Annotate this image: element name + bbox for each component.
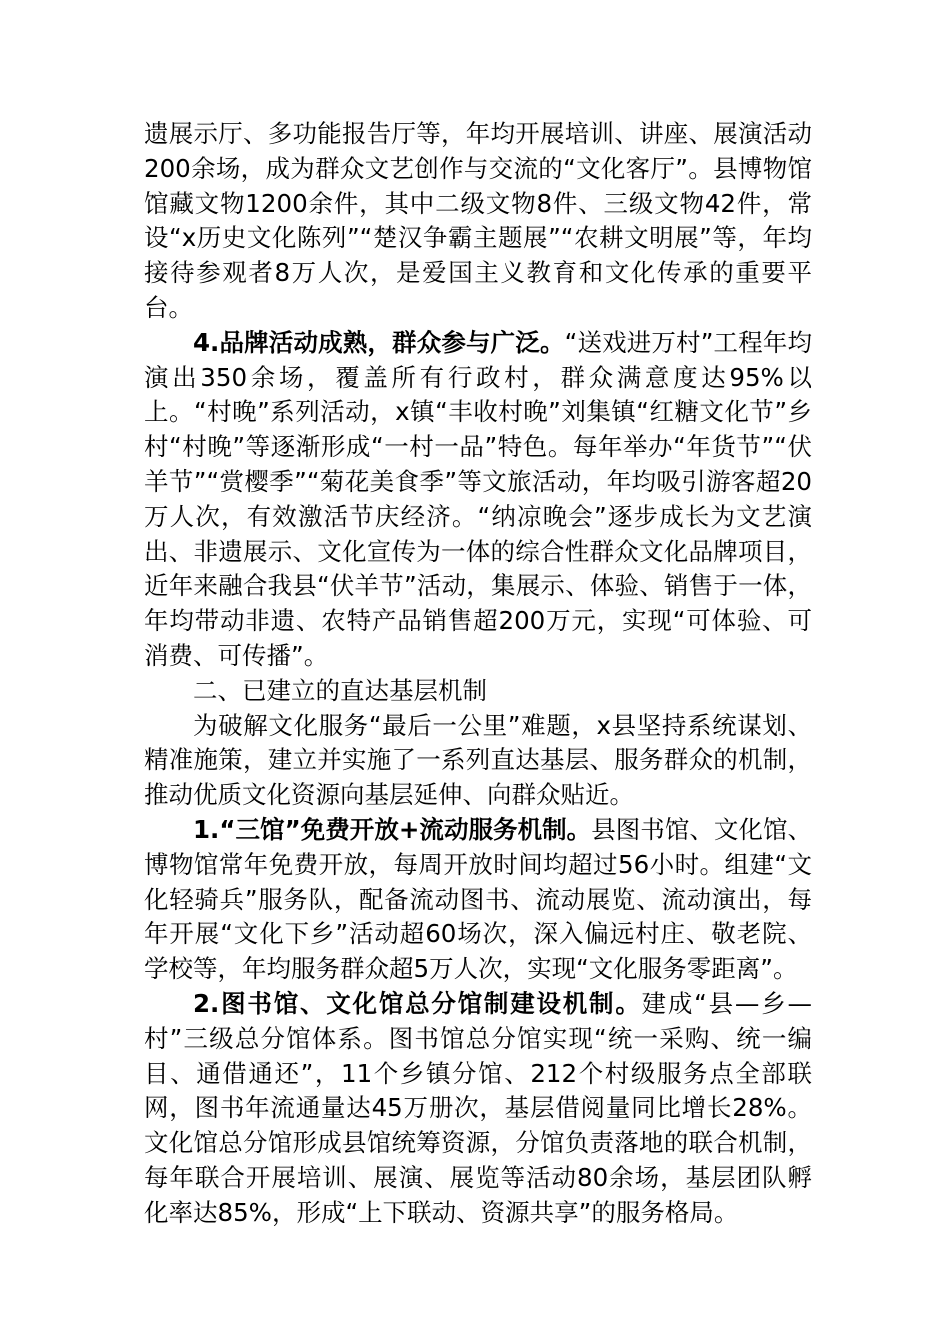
paragraph-heading: 1.“三馆”免费开放+流动服务机制。 [193, 814, 592, 844]
paragraph-heading: 2.图书馆、文化馆总分馆制建设机制。 [193, 988, 642, 1018]
paragraph-text: 建成“县—乡—村”三级总分馆体系。图书馆总分馆实现“统一采购、统一编目、通借通还”，11个乡镇分馆、212个村级服务点全部联网，图书年流通量达45万册次，基层借阅量同比增长28%。文化馆总分馆形成县馆统筹资源，分馆负责落地的联合机制，每年联合开展培训、展演、展览等活动80余场，基层团队孵化率达85%，形成“上下联动、资源共享”的服务格局。 [144, 988, 812, 1227]
section-heading-text: 二、已建立的直达基层机制 [193, 675, 487, 705]
paragraph-mechanism-intro [144, 709, 812, 813]
paragraph-text: 为破解文化服务“最后一公里”难题，x县坚持系统谋划、精准施策，建立并实施了一系列直达基层、服务群众的机制，推动优质文化资源向基层延伸、向群众贴近。 [144, 710, 812, 810]
paragraph-text: “送戏进万村”工程年均演出350余场，覆盖所有行政村，群众满意度达95%以上。“村晚”系列活动，x镇“丰收村晚”刘集镇“红糖文化节”乡村“村晚”等逐渐形成“一村一品”特色。每年举办“年货节”“伏羊节”“赏樱季”“菊花美食季”等文旅活动，年均吸引游客超20万人次，有效激活节庆经济。“纳凉晚会”逐步成长为文艺演出、非遗展示、文化宣传为一体的综合性群众文化品牌项目，近年来融合我县“伏羊节”活动，集展示、体验、销售于一体，年均带动非遗、农特产品销售超200万元，实现“可体验、可消费、可传播”。 [144, 327, 812, 670]
paragraph-brand-activities [144, 326, 812, 674]
section-heading-grassroots-mechanism [144, 674, 812, 709]
paragraph-heading: 4.品牌活动成熟，群众参与广泛。 [193, 327, 565, 357]
paragraph-branch-library-mechanism [144, 987, 812, 1231]
document-body [144, 117, 812, 1231]
paragraph-free-opening-mechanism [144, 813, 812, 987]
paragraph-text: 县图书馆、文化馆、博物馆常年免费开放，每周开放时间均超过56小时。组建“文化轻骑兵”服务队，配备流动图书、流动展览、流动演出，每年开展“文化下乡”活动超60场次，深入偏远村庄、敬老院、学校等，年均服务群众超5万人次，实现“文化服务零距离”。 [144, 814, 813, 984]
paragraph-text: 遗展示厅、多功能报告厅等，年均开展培训、讲座、展演活动200余场，成为群众文艺创作与交流的“文化客厅”。县博物馆馆藏文物1200余件，其中二级文物8件、三级文物42件，常设“x历史文化陈列”“楚汉争霸主题展”“农耕文明展”等，年均接待参观者8万人次，是爱国主义教育和文化传承的重要平台。 [144, 119, 812, 322]
paragraph-cultural-venues [144, 117, 812, 326]
